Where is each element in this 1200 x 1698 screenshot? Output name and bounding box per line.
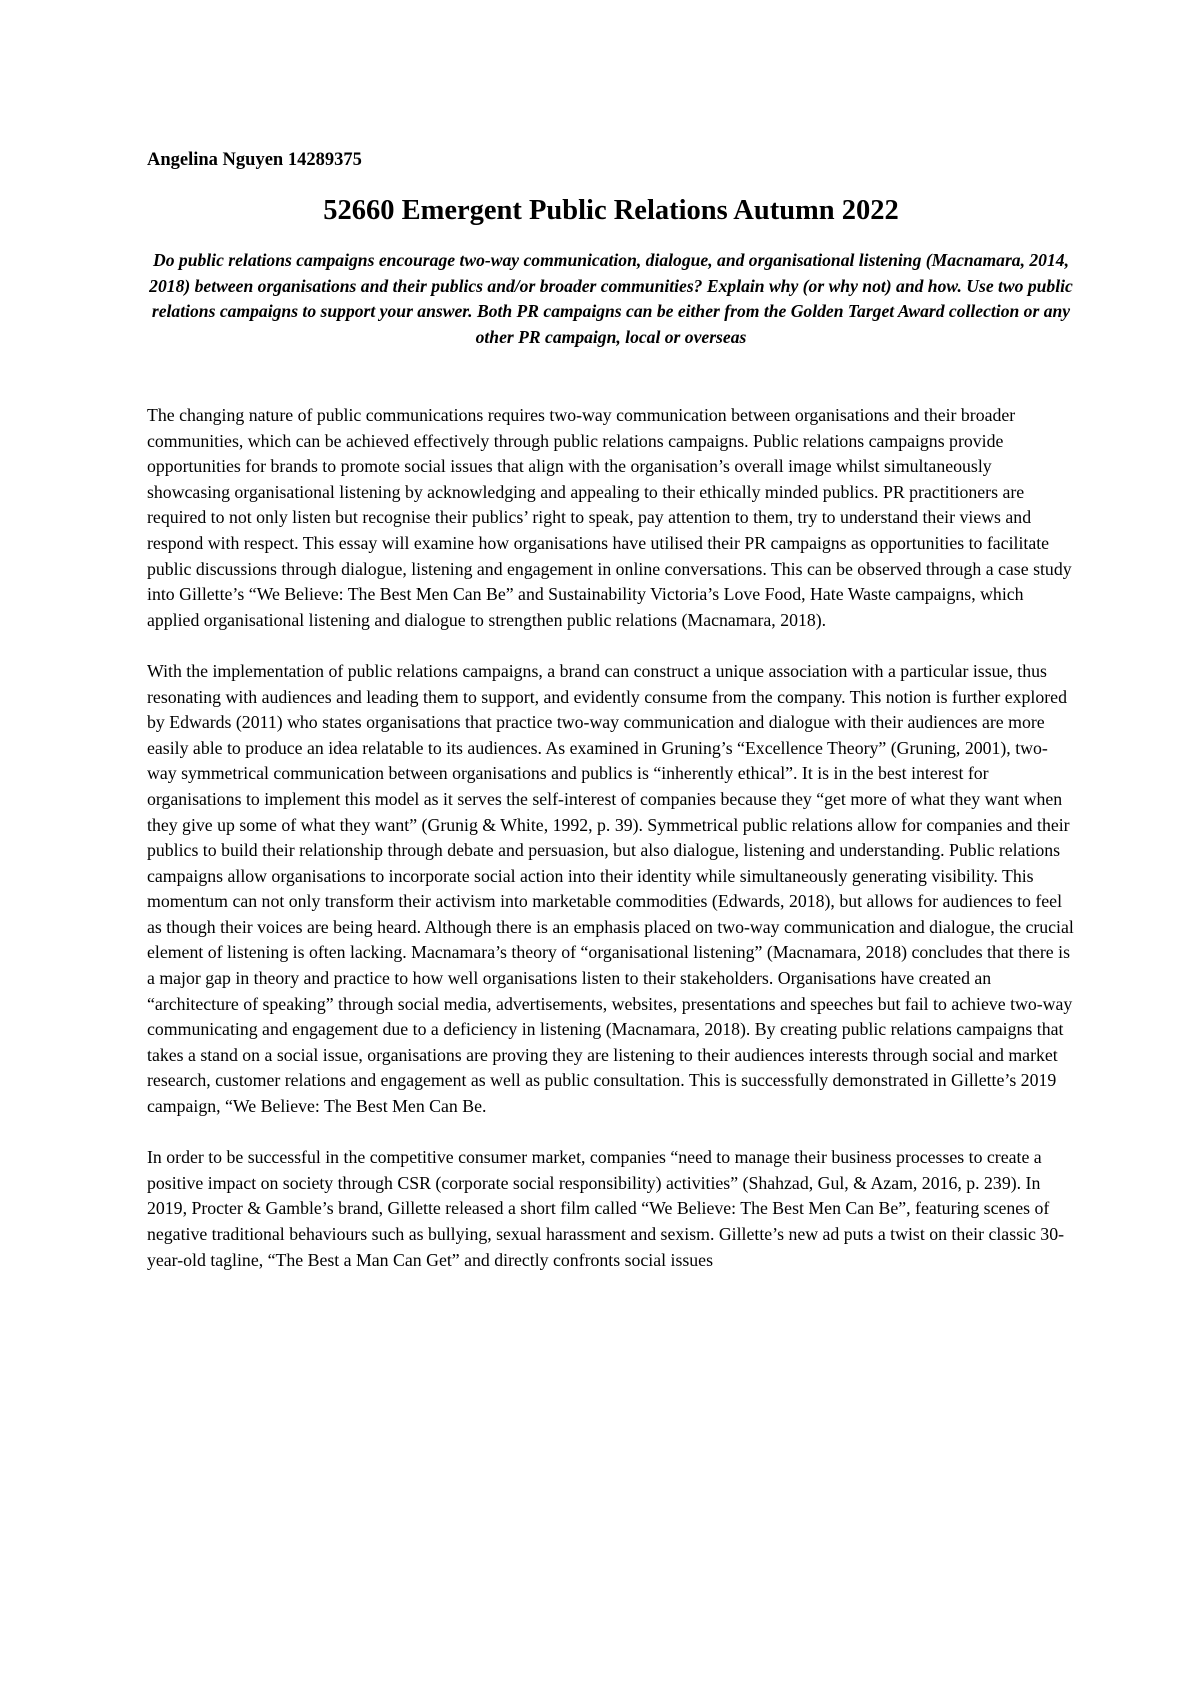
author-line: Angelina Nguyen 14289375 bbox=[147, 150, 362, 170]
essay-question: Do public relations campaigns encourage two-way communication, dialogue, and organisational listening (Macnamara, 2014, 2018) between organisations and their publics and/or broader communities? Explain why (or why not) and how. Use two public relations campaigns to support your answer. Both PR campaigns can be either from the Golden Target Award collection or any other PR campaign, local or overseas bbox=[149, 250, 1073, 347]
body-paragraph-1: The changing nature of public communications requires two-way communication between organisations and their broader communities, which can be achieved effectively through public relations campaigns. Public relations campaigns provide opportunities for brands to promote social issues that align with the organisation’s overall image whilst simultaneously showcasing organisational listening by acknowledging and appealing to their ethically minded publics. PR practitioners are required to not only listen but recognise their publics’ right to speak, pay attention to them, try to understand their views and respond with respect. This essay will examine how organisations have utilised their PR campaigns as opportunities to facilitate public discussions through dialogue, listening and engagement in online conversations. This can be observed through a case study into Gillette’s “We Believe: The Best Men Can Be” and Sustainability Victoria’s Love Food, Hate Waste campaigns, which applied organisational listening and dialogue to strengthen public relations (Macnamara, 2018). bbox=[147, 405, 1072, 630]
body-paragraph-3: In order to be successful in the competitive consumer market, companies “need to manage their business processes to create a positive impact on society through CSR (corporate social responsibility) activities” (Shahzad, Gul, & Azam, 2016, p. 239). In 2019, Procter & Gamble’s brand, Gillette released a short film called “We Believe: The Best Men Can Be”, featuring scenes of negative traditional behaviours such as bullying, sexual harassment and sexism. Gillette’s new ad puts a twist on their classic 30-year-old tagline, “The Best a Man Can Get” and directly confronts social issues bbox=[147, 1147, 1065, 1270]
body-paragraph-2: With the implementation of public relations campaigns, a brand can construct a unique association with a particular issue, thus resonating with audiences and leading them to support, and evidently consume from the company. This notion is further explored by Edwards (2011) who states organisations that practice two-way communication and dialogue with their audiences are more easily able to produce an idea relatable to its audiences. As examined in Gruning’s “Excellence Theory” (Gruning, 2001), two-way symmetrical communication between organisations and publics is “inherently ethical”. It is in the best interest for organisations to implement this model as it serves the self-interest of companies because they “get more of what they want when they give up some of what they want” (Grunig & White, 1992, p. 39). Symmetrical public relations allow for companies and their publics to build their relationship through debate and persuasion, but also dialogue, listening and understanding. Public relations campaigns allow organisations to incorporate social action into their identity while simultaneously generating visibility. This momentum can not only transform their activism into marketable commodities (Edwards, 2018), but allows for audiences to feel as though their voices are being heard. Although there is an emphasis placed on two-way communication and dialogue, the crucial element of listening is often lacking. Macnamara’s theory of “organisational listening” (Macnamara, 2018) concludes that there is a major gap in theory and practice to how well organisations listen to their stakeholders. Organisations have created an “architecture of speaking” through social media, advertisements, websites, presentations and speeches but fail to achieve two-way communicating and engagement due to a deficiency in listening (Macnamara, 2018). By creating public relations campaigns that takes a stand on a social issue, organisations are proving they are listening to their audiences interests through social and market research, customer relations and engagement as well as public consultation. This is successfully demonstrated in Gillette’s 2019 campaign, “We Believe: The Best Men Can Be. bbox=[147, 660, 1074, 1117]
document-title: 52660 Emergent Public Relations Autumn 2022 bbox=[323, 195, 899, 226]
